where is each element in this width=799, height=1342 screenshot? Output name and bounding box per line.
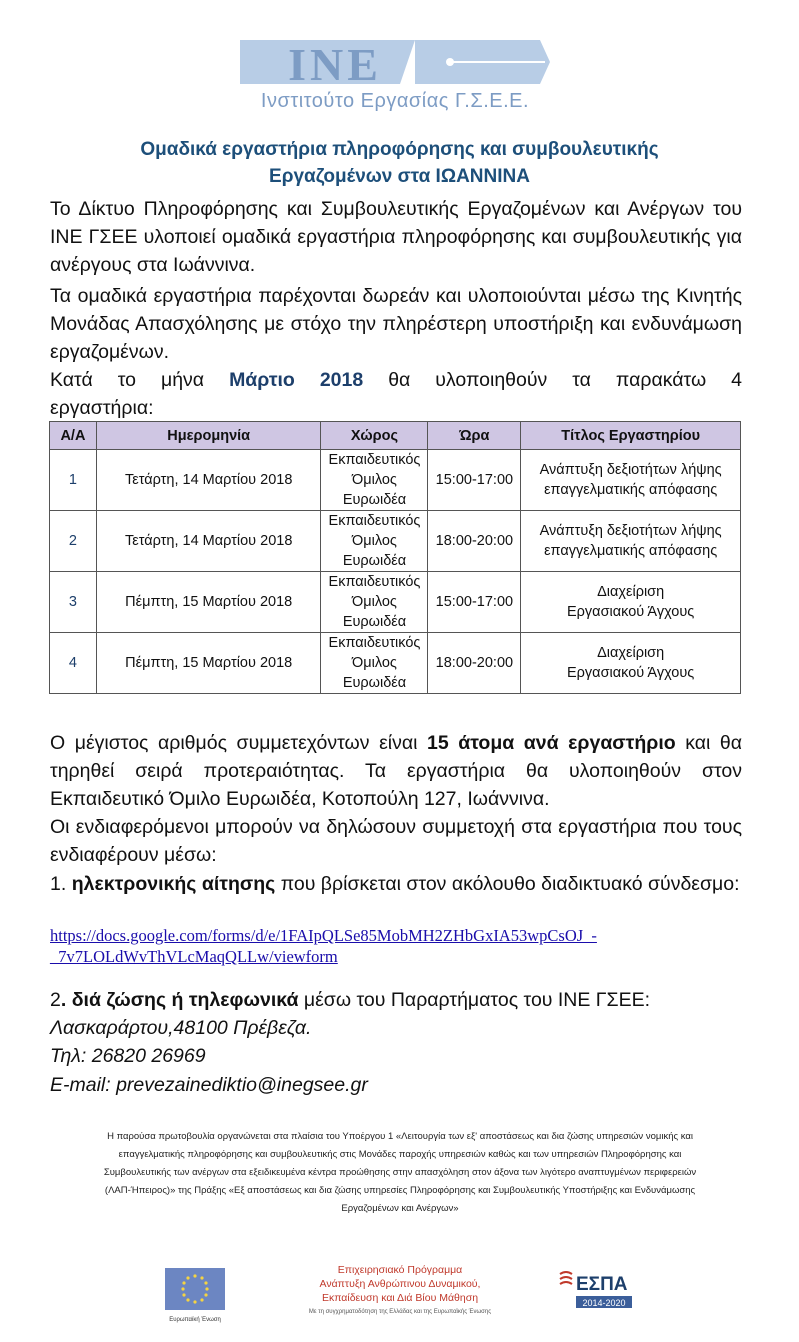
row-time: 18:00-20:00 [428,511,521,572]
funding-footnote: Η παρούσα πρωτοβουλία οργανώνεται στα πλαίσια του Υποέργου 1 «Λειτουργία των εξ' αποστάσεως και δια ζώσης υπηρεσιών νομικής και επαγγελματικής πληροφόρησης και συμβουλευτικής στις Μονάδες παροχής υπηρεσιών καθώς και των υπηρεσιών Πληροφόρησης και Συμβουλευτικής των ανέργων στα εξειδικευμένα κέντρα προώθησης στην απασχόληση στον άξονα των λιγότερο αναπτυγμένων περιφερειών (ΛΑΠ-Ήπειρος)» της Πράξης «Εξ αποστάσεως και δια ζώσης υπηρεσίες Πληροφόρησης και Συμβουλευτικής Υποστήριξης και Ενδυνάμωσης Εργαζομένων και Ανέργων» [103,1131,697,1214]
row-number: 2 [50,511,97,572]
col-header-title: Τίτλος Εργαστηρίου [521,422,741,450]
col-header-time: Ώρα [428,422,521,450]
row-number: 4 [50,633,97,694]
intro-paragraph-2: Τα ομαδικά εργαστήρια παρέχονται δωρεάν και υλοποιούνται μέσω της Κινητής Μονάδας Απασχόλησης με στόχο την πληρέστερη υποστήριξη και ενδυνάμωση εργαζομένων. [50,285,742,363]
row-time: 18:00-20:00 [428,633,521,694]
workshops-table [49,421,741,694]
contact-address: Λασκαράρτου,48100 Πρέβεζα. [50,1017,312,1039]
row-title: Ανάπτυξη δεξιοτήτων λήψης επαγγελματικής απόφασης [521,511,741,572]
month-intro-text: Κατά το μήνα [50,369,205,391]
logo-mark: INE [288,39,382,90]
page-title-line1: Ομαδικά εργαστήρια πληροφόρησης και συμβουλευτικής [140,139,659,160]
operational-programme-logo: Επιχειρησιακό Πρόγραμμα Ανάπτυξη Ανθρώπινου Δυναμικού, Εκπαίδευση και Διά Βίου Μάθηση Με τη συγχρηματοδότηση της Ελλάδας και της Ευρωπαϊκής Ένωσης [308,1264,492,1315]
capacity-paragraph: Ο μέγιστος αριθμός συμμετεχόντων είναι 15 άτομα ανά εργαστήριο και θα τηρηθεί σειρά προτεραιότητας. Τα εργαστήρια θα υλοποιηθούν στον Εκπαιδευτικό Όμιλο Ευρωιδέα, Κοτοπούλη 127, Ιωάννινα. [50,732,743,810]
application-form-link[interactable]: https://docs.google.com/forms/d/e/1FAIpQLSe85MobMH2ZHbGxIA53wpCsOJ_- _7v7LOLdWvThVLcMaqQLLw/viewform [50,926,597,966]
contact-phone: Τηλ: 26820 26969 [50,1045,206,1067]
row-number: 3 [50,572,97,633]
participation-paragraph: Οι ενδιαφερόμενοι μπορούν να δηλώσουν συμμετοχή στα εργαστήρια που τους ενδιαφέρουν μέσω: [50,816,742,866]
row-date: Πέμπτη, 15 Μαρτίου 2018 [96,633,321,694]
logo-subtitle: Ινστιτούτο Εργασίας Γ.Σ.Ε.Ε. [260,90,530,112]
row-place: Εκπαιδευτικός Όμιλος Ευρωιδέα [321,450,428,511]
table-header-row [50,422,741,450]
in-person-label: . διά ζώσης ή τηλεφωνικά [60,989,299,1011]
table-row [50,633,741,694]
contact-email: E-mail: prevezainediktio@inegsee.gr [50,1074,368,1096]
online-application-label: ηλεκτρονικής αίτησης [71,873,276,895]
row-place: Εκπαιδευτικός Όμιλος Ευρωιδέα [321,511,428,572]
espa-logo [556,1268,636,1320]
month-intro-line2: εργαστήρια: [50,397,154,419]
row-title: Διαχείριση Εργασιακού Άγχους [521,572,741,633]
page-title-line2: Εργαζομένων στα ΙΩΑΝΝΙΝΑ [269,166,530,187]
row-number: 1 [50,450,97,511]
row-date: Τετάρτη, 14 Μαρτίου 2018 [96,450,321,511]
row-title: Ανάπτυξη δεξιοτήτων λήψης επαγγελματικής απόφασης [521,450,741,511]
table-row [50,572,741,633]
table-row [50,450,741,511]
row-place: Εκπαιδευτικός Όμιλος Ευρωιδέα [321,633,428,694]
option-online: 1. ηλεκτρονικής αίτησης που βρίσκεται στον ακόλουθο διαδικτυακό σύνδεσμο: [50,873,740,895]
row-time: 15:00-17:00 [428,572,521,633]
row-place: Εκπαιδευτικός Όμιλος Ευρωιδέα [321,572,428,633]
eu-caption: Ευρωπαϊκή Ένωση [169,1317,221,1323]
espa-years: 2014-2020 [582,1298,626,1308]
col-header-date: Ημερομηνία [96,422,321,450]
row-title: Διαχείριση Εργασιακού Άγχους [521,633,741,694]
table-row [50,511,741,572]
row-time: 15:00-17:00 [428,450,521,511]
month-highlight: Μάρτιο 2018 [229,369,364,391]
capacity-highlight: 15 άτομα ανά εργαστήριο [427,732,676,754]
ine-logo [240,32,550,92]
espa-name: ΕΣΠΑ [576,1274,628,1295]
intro-paragraph-3 [50,366,742,422]
row-date: Πέμπτη, 15 Μαρτίου 2018 [96,572,321,633]
option-in-person: 2. διά ζώσης ή τηλεφωνικά μέσω του Παραρτήματος του ΙΝΕ ΓΣΕΕ: [50,989,651,1011]
col-header-number: Α/Α [50,422,97,450]
intro-paragraph-1: Το Δίκτυο Πληροφόρησης και Συμβουλευτικής Εργαζομένων και Ανέργων του ΙΝΕ ΓΣΕΕ υλοποιεί ομαδικά εργαστήρια πληροφόρησης και συμβουλευτικής για ανέργους στα Ιωάννινα. [50,198,742,276]
col-header-place: Χώρος [321,422,428,450]
month-intro-tail: θα υλοποιηθούν τα παρακάτω 4 [388,369,742,391]
eu-flag-logo [165,1268,225,1316]
row-date: Τετάρτη, 14 Μαρτίου 2018 [96,511,321,572]
